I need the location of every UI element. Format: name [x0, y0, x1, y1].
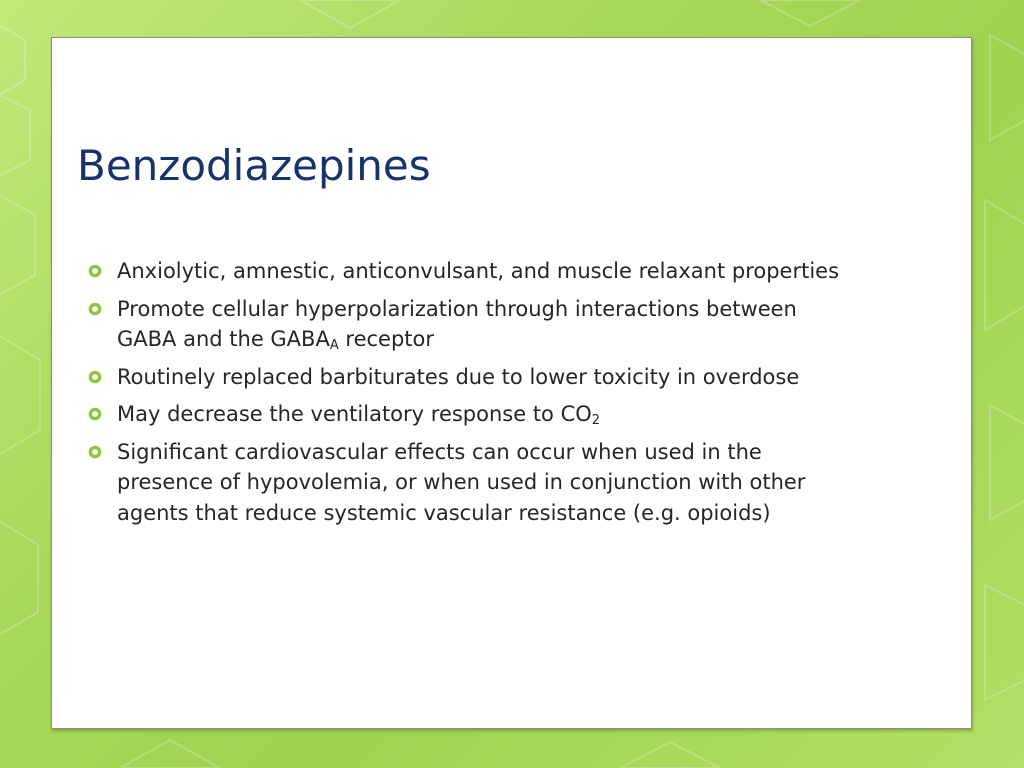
bullet-subscript: 2 [591, 413, 601, 428]
circle-bullet-icon [88, 445, 102, 459]
bullet-text-suffix: receptor [338, 327, 435, 351]
bullet-item-ventilatory [86, 399, 846, 430]
bullet-subscript: A [329, 338, 339, 353]
bullet-item-properties [86, 256, 846, 287]
circle-bullet-icon [88, 370, 102, 384]
circle-bullet-icon [88, 302, 102, 316]
bullet-list [86, 256, 846, 535]
bullet-item-cardiovascular [86, 437, 846, 529]
bullet-text: Promote cellular hyperpolarization through interactions between GABA and the GABA [117, 296, 797, 351]
bullet-text: Routinely replaced barbiturates due to lower toxicity in overdose [117, 364, 800, 389]
bullet-text: Significant cardiovascular effects can occur when used in the presence of hypovolemia, or when used in conjunction with other agents that reduce systemic vascular resistance (e.g. opioids) [117, 439, 806, 525]
circle-bullet-icon [88, 264, 102, 278]
bullet-item-hyperpolarization [86, 294, 846, 355]
circle-bullet-icon [88, 407, 102, 421]
bullet-text: May decrease the ventilatory response to CO [117, 402, 592, 426]
bullet-item-barbiturates [86, 362, 846, 393]
bullet-text: Anxiolytic, amnestic, anticonvulsant, and muscle relaxant properties [117, 259, 840, 283]
slide-title: Benzodiazepines [77, 141, 431, 190]
